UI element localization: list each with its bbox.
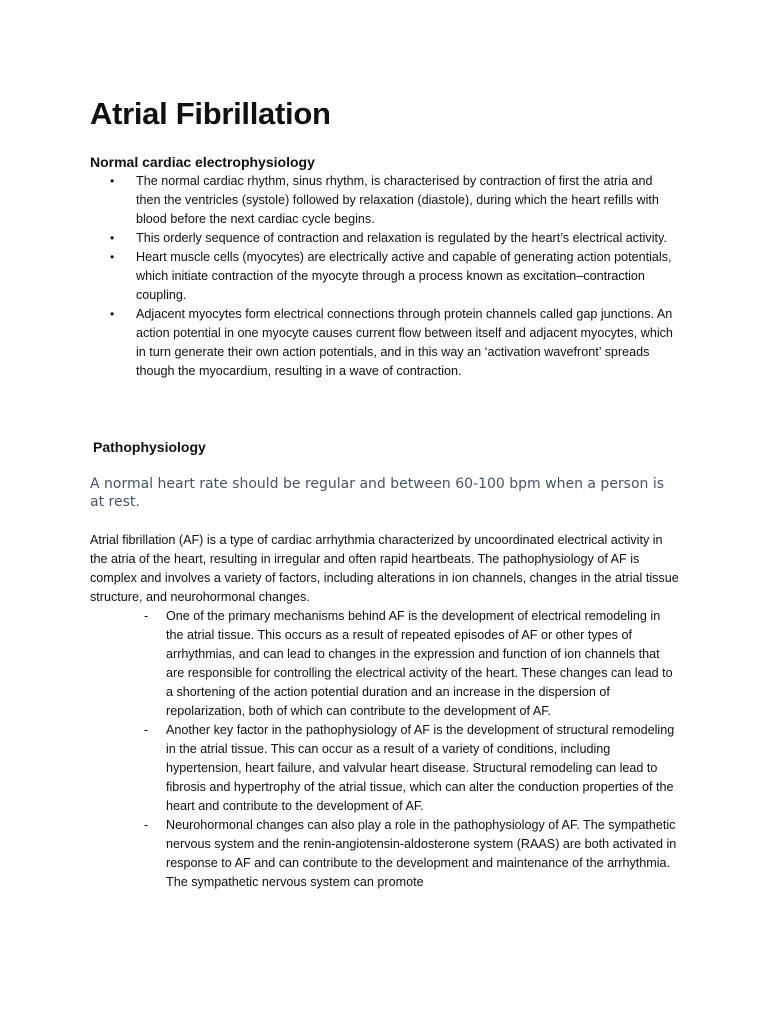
list-item: [90, 816, 680, 892]
bullet-list: [90, 172, 680, 381]
heart-rate-callout: A normal heart rate should be regular and between 60-100 bpm when a person is at rest.: [90, 476, 665, 510]
list-item-text: Heart muscle cells (myocytes) are electrically active and capable of generating action potentials, which initiate contraction of the myocyte through a process known as excitation–contraction coupling.: [136, 250, 672, 302]
list-item-text: The normal cardiac rhythm, sinus rhythm, is characterised by contraction of first the atria and then the ventricles (systole) followed by relaxation (diastole), during which the heart refills with blood before the next cardiac cycle begins.: [136, 174, 659, 226]
list-item: [90, 248, 680, 305]
list-item: [90, 172, 680, 229]
bullet-marker: •: [110, 250, 115, 264]
bullet-marker: •: [110, 174, 115, 188]
page-title: Atrial Fibrillation: [90, 96, 331, 131]
list-item-text: Neurohormonal changes can also play a role in the pathophysiology of AF. The sympathetic nervous system and the renin-angiotensin-aldosterone system (RAAS) are both activated in response to AF and can contribute to the development and maintenance of the arrhythmia. The sympathetic nervous system can promote: [166, 818, 677, 889]
bullet-marker: •: [110, 231, 115, 245]
dash-marker: -: [144, 609, 149, 623]
list-item-text: One of the primary mechanisms behind AF is the development of electrical remodeling in the atrial tissue. This occurs as a result of repeated episodes of AF or other types of arrhythmias, and can lead to changes in the expression and function of ion channels that are responsible for controlling the electrical activity of the heart. These changes can lead to a shortening of the action potential duration and an increase in the dispersion of repolarization, both of which can contribute to the development of AF.: [166, 609, 673, 718]
list-item-text: Another key factor in the pathophysiology of AF is the development of structural remodeling in the atrial tissue. This can occur as a result of a variety of conditions, including hypertension, heart failure, and valvular heart disease. Structural remodeling can lead to fibrosis and hypertrophy of the atrial tissue, which can alter the conduction properties of the heart and contribute to the development of AF.: [166, 723, 675, 813]
list-item: [90, 721, 680, 816]
dash-marker: -: [144, 723, 149, 737]
list-item: [90, 229, 680, 248]
bullet-marker: •: [110, 307, 115, 321]
list-item: [90, 607, 680, 721]
section-heading-pathophysiology: Pathophysiology: [93, 439, 206, 455]
section-heading-electrophysiology: Normal cardiac electrophysiology: [90, 154, 315, 170]
dash-marker: -: [144, 818, 149, 832]
list-item: [90, 305, 680, 381]
list-item-text: Adjacent myocytes form electrical connections through protein channels called gap junctions. An action potential in one myocyte causes current flow between itself and adjacent myocytes, which in turn generate their own action potentials, and in this way an ‘activation wavefront’ spreads though the myocardium, resulting in a wave of contraction.: [136, 307, 673, 378]
dash-list: [90, 607, 680, 892]
af-intro-paragraph: Atrial fibrillation (AF) is a type of cardiac arrhythmia characterized by uncoordinated electrical activity in the atria of the heart, resulting in irregular and often rapid heartbeats. The pathophysiology of AF is complex and involves a variety of factors, including alterations in ion channels, changes in the atrial tissue structure, and neurohormonal changes.: [90, 533, 679, 604]
list-item-text: This orderly sequence of contraction and relaxation is regulated by the heart’s electrical activity.: [136, 231, 667, 245]
